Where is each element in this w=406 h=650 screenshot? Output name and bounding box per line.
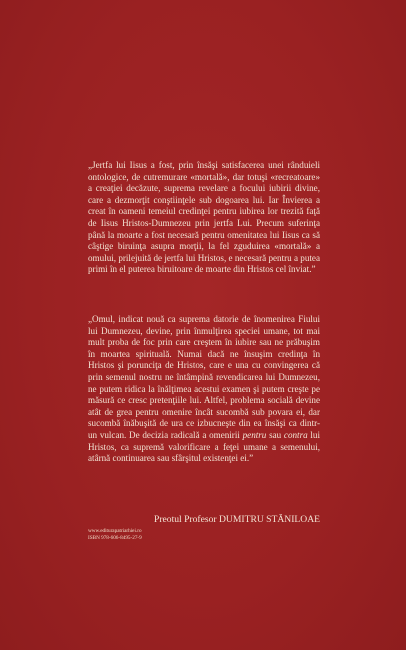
quote-second-text-part1: „Omul, indicat nouă ca suprema datorie de înomenirea Fiului lui Dumnezeu, devine, prin înmulţirea speciei umane, tot mai mult proba de foc prin care creştem în iubire sau ne prăbuşim în moartea spirituală. Numai dacă ne însuşim credinţa în Hristos şi porunciţa de Hristos, care e una cu convingerea că prin semenul nostru ne întâmpină revendicarea lui Dumnezeu, ne putem ridica la înălţimea acestui examen şi putem creşte pe măsură ce cresc pretenţiile lui. Altfel, problema socială devine atât de grea pentru omenire încât sucombă sub povara ei, dar sucombă înăbuşită de ura ce izbucneşte din ea însăşi ca dintr-un vulcan. De decizia radicală a omenirii xyxy=(88,314,320,440)
publisher-website: www.editurapatriarhiei.ro xyxy=(88,528,142,534)
quote-second-text-sau: sau xyxy=(266,429,284,440)
quote-second-text-part2: lui Hristos, ca supremă valorificare a feţei umane a semenului, atârnă continuarea sau sfârşitul existenţei ei.” xyxy=(88,429,320,464)
emphasis-pentru: pentru xyxy=(242,429,267,440)
publisher-info xyxy=(88,528,142,542)
quote-first-paragraph: „Jertfa lui Iisus a fost, prin însăşi satisfacerea unei rânduieli ontologice, de cutremurare «mortală», dar totuşi «recreatoare» a creaţiei decăzute, suprema revelare a focului iubirii divine, care a dezmorţit conştiinţele sub dogoarea lui. Iar Învierea a creat în oameni temeiul credinţei pentru iubirea lor trezită faţă de Iisus Hristos-Dumnezeu prin jertfa Lui. Precum suferinţa până la moarte a fost necesară pentru omenitatea lui Iisus ca să câştige biruinţa asupra morţii, la fel zguduirea «mortală» a omului, prilejuită de jertfa lui Hristos, e necesară pentru a putea primi în el puterea biruitoare de moarte din Hristos cel înviat.” xyxy=(88,160,320,275)
isbn-number: ISBN 978-606-8495-27-9 xyxy=(88,535,142,542)
quote-second-paragraph xyxy=(88,314,320,465)
emphasis-contra: contra xyxy=(283,429,308,440)
author-signature: Preotul Profesor DUMITRU STĂNILOAE xyxy=(153,514,320,525)
